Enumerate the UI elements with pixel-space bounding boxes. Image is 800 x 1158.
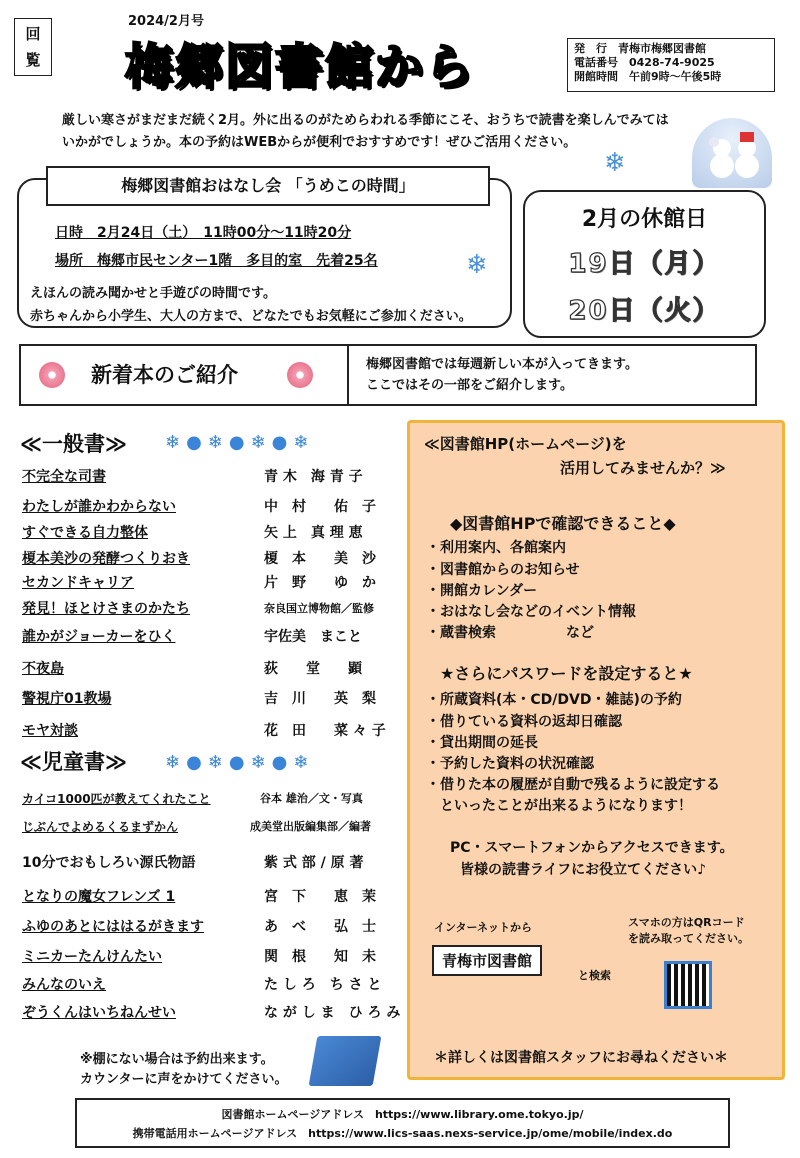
book-title[interactable]: ミニカーたんけんたい	[22, 949, 162, 965]
book-author: 榎 本 美 沙	[264, 551, 376, 567]
snowflake-icon: ❄	[466, 250, 488, 280]
kairan-char-2: 覧	[25, 51, 41, 69]
hp-password-item: ・貸出期間の延長	[426, 735, 538, 751]
newsletter-title: 梅郷図書館から	[125, 39, 476, 95]
divider	[347, 346, 349, 404]
book-author: 矢 上 真 理 恵	[264, 525, 363, 541]
hp-subheading-features: ◆図書館HPで確認できること◆	[450, 514, 676, 533]
book-title[interactable]: 誰かがジョーカーをひく	[22, 629, 176, 645]
book-title[interactable]: モヤ対談	[22, 723, 78, 739]
book-author: 吉 川 英 梨	[264, 691, 376, 707]
new-books-heading: 新着本のご紹介	[91, 363, 238, 387]
book-author: 片 野 ゆ か	[264, 575, 376, 591]
search-keyword-box: 青梅市図書館	[432, 945, 542, 976]
book-author: 奈良国立博物館／監修	[264, 602, 374, 615]
closed-day-1: 19日（月）	[568, 249, 721, 279]
hp-heading-1: ≪図書館HP(ホームページ)を	[424, 435, 627, 453]
hp-access-text-1: PC・スマートフォンからアクセスできます。	[450, 840, 734, 856]
book-title[interactable]: みんなのいえ	[22, 977, 106, 993]
publisher-line: 発 行 青梅市梅郷図書館	[574, 42, 706, 55]
homepage-address[interactable]: 図書館ホームページアドレス https://www.library.ome.tokyo.jp/	[221, 1108, 584, 1121]
book-author: あ べ 弘 士	[264, 919, 376, 935]
book-title[interactable]: となりの魔女フレンズ 1	[22, 889, 176, 905]
hp-subheading-password: ★さらにパスワードを設定すると★	[440, 664, 693, 683]
qr-instructions-2: を読み取ってください。	[628, 932, 749, 945]
qr-instructions-1: スマホの方はQRコード	[628, 916, 745, 929]
book-author: 関 根 知 未	[264, 949, 376, 965]
book-title[interactable]: セカンドキャリア	[22, 575, 134, 591]
circulation-stamp	[14, 18, 52, 76]
hp-password-item: ・借りている資料の返却日確認	[426, 714, 622, 730]
story-date: 日時 2月24日（土） 11時00分～11時20分	[55, 225, 352, 241]
book-author: 青 木 海 青 子	[264, 469, 363, 485]
new-books-text	[366, 354, 638, 396]
story-desc-2: 赤ちゃんから小学生、大人の方まで、どなたでもお気軽にご参加ください。	[30, 309, 472, 324]
hp-password-item: ・借りた本の履歴が自動で残るように設定する	[426, 777, 720, 793]
book-title[interactable]: ふゆのあとにははるがきます	[22, 919, 204, 935]
staff-note: ＊詳しくは図書館スタッフにお尋ねください＊	[434, 1050, 728, 1066]
reservation-note-2: カウンターに声をかけてください。	[80, 1072, 288, 1087]
phone-line: 電話番号 0428-74-9025	[574, 56, 715, 69]
snowflake-decoration: ❄●❄●❄●❄	[165, 432, 315, 453]
intro-line-1: 厳しい寒さがまだまだ続く2月。外に出るのがためらわれる季節にこそ、おうちで読書を楽しんでみては	[62, 113, 669, 128]
hours-line: 開館時間 午前9時～午後5時	[574, 70, 722, 83]
book-author: 荻 堂 顕	[264, 661, 362, 677]
hp-feature-item: ・開館カレンダー	[426, 583, 538, 599]
book-author: 谷本 雄治／文・写真	[260, 792, 363, 805]
snowflake-icon: ❄	[604, 148, 626, 178]
internet-label: インターネットから	[434, 921, 533, 934]
book-title[interactable]: わたしが誰かわからない	[22, 499, 176, 515]
hp-feature-item: ・おはなし会などのイベント情報	[426, 604, 636, 620]
book-icon	[309, 1036, 382, 1086]
book-author: た し ろ ち さ と	[264, 977, 382, 993]
qr-instructions	[628, 915, 749, 947]
story-place: 場所 梅郷市民センター1階 多目的室 先着25名	[55, 253, 378, 269]
book-author: 宇佐美 まこと	[264, 629, 362, 645]
book-title[interactable]: じぶんでよめるくるまずかん	[22, 820, 179, 834]
search-suffix: と検索	[578, 969, 611, 982]
hp-heading-2: 活用してみませんか？≫	[560, 459, 726, 477]
homepage-info-panel	[407, 420, 785, 1080]
mobile-address[interactable]: 携帯電話用ホームページアドレス https://www.lics-saas.nexs-service.jp/ome/mobile/index.do	[132, 1127, 673, 1140]
book-author: 成美堂出版編集部／編著	[250, 820, 371, 833]
snowflake-decoration: ❄●❄●❄●❄	[165, 752, 315, 773]
book-title[interactable]: 不完全な司書	[22, 469, 106, 485]
book-title[interactable]: ぞうくんはいちねんせい	[22, 1005, 176, 1021]
footer-addresses	[75, 1098, 730, 1148]
snowman-illustration	[692, 118, 772, 188]
intro-line-2: いかがでしょうか。本の予約はWEBからが便利でおすすめです！ぜひご活用ください。	[62, 135, 577, 150]
qr-code-icon[interactable]	[664, 961, 712, 1009]
book-title[interactable]: 発見！ほとけさまのかたち	[22, 601, 190, 617]
reservation-note	[80, 1050, 287, 1090]
hp-feature-item: ・図書館からのお知らせ	[426, 562, 580, 578]
new-books-text-1: 梅郷図書館では毎週新しい本が入ってきます。	[366, 357, 638, 372]
book-title[interactable]: カイコ1000匹が教えてくれたこと	[22, 792, 211, 806]
general-books-heading: ≪一般書≫	[20, 432, 127, 456]
hp-password-item: ・所蔵資料(本・CD/DVD・雑誌)の予約	[426, 692, 682, 708]
book-title[interactable]: 10分でおもしろい源氏物語	[22, 855, 196, 871]
book-title[interactable]: 榎本美沙の発酵つくりおき	[22, 551, 190, 567]
book-title[interactable]: すぐできる自力整体	[22, 525, 148, 541]
closed-days-title: 2月の休館日	[581, 207, 708, 232]
closed-day-2: 20日（火）	[568, 296, 721, 326]
book-author: 紫 式 部 / 原 著	[264, 855, 364, 871]
book-author: 宮 下 恵 茉	[264, 889, 376, 905]
hp-password-item: ・予約した資料の状況確認	[426, 756, 594, 772]
new-books-banner	[19, 344, 757, 406]
hp-password-item: といったことが出来るようになります！	[426, 798, 692, 814]
kairan-char-1: 回	[25, 25, 41, 43]
book-author: 花 田 菜 々 子	[264, 723, 386, 739]
reservation-note-1: ※棚にない場合は予約出来ます。	[80, 1052, 274, 1067]
hp-feature-item: ・蔵書検索 など	[426, 625, 594, 641]
new-books-text-2: ここではその一部をご紹介します。	[366, 378, 573, 393]
story-time-title: 梅郷図書館おはなし会 「うめこの時間」	[46, 166, 490, 206]
closed-days-box	[523, 190, 766, 338]
book-title[interactable]: 警視庁01教場	[22, 691, 112, 707]
hp-feature-item: ・利用案内、各館案内	[426, 540, 566, 556]
story-desc-1: えほんの読み聞かせと手遊びの時間です。	[30, 286, 276, 301]
book-title[interactable]: 不夜島	[22, 661, 64, 677]
issue-date: 2024/2月号	[128, 14, 204, 29]
children-books-heading: ≪児童書≫	[20, 750, 127, 774]
book-author: 中 村 佑 子	[264, 499, 376, 515]
library-info-box	[567, 38, 775, 92]
book-author: な が し ま ひ ろ み	[264, 1005, 401, 1021]
hp-access-text-2: 皆様の読書ライフにお役立てください♪	[460, 862, 707, 878]
